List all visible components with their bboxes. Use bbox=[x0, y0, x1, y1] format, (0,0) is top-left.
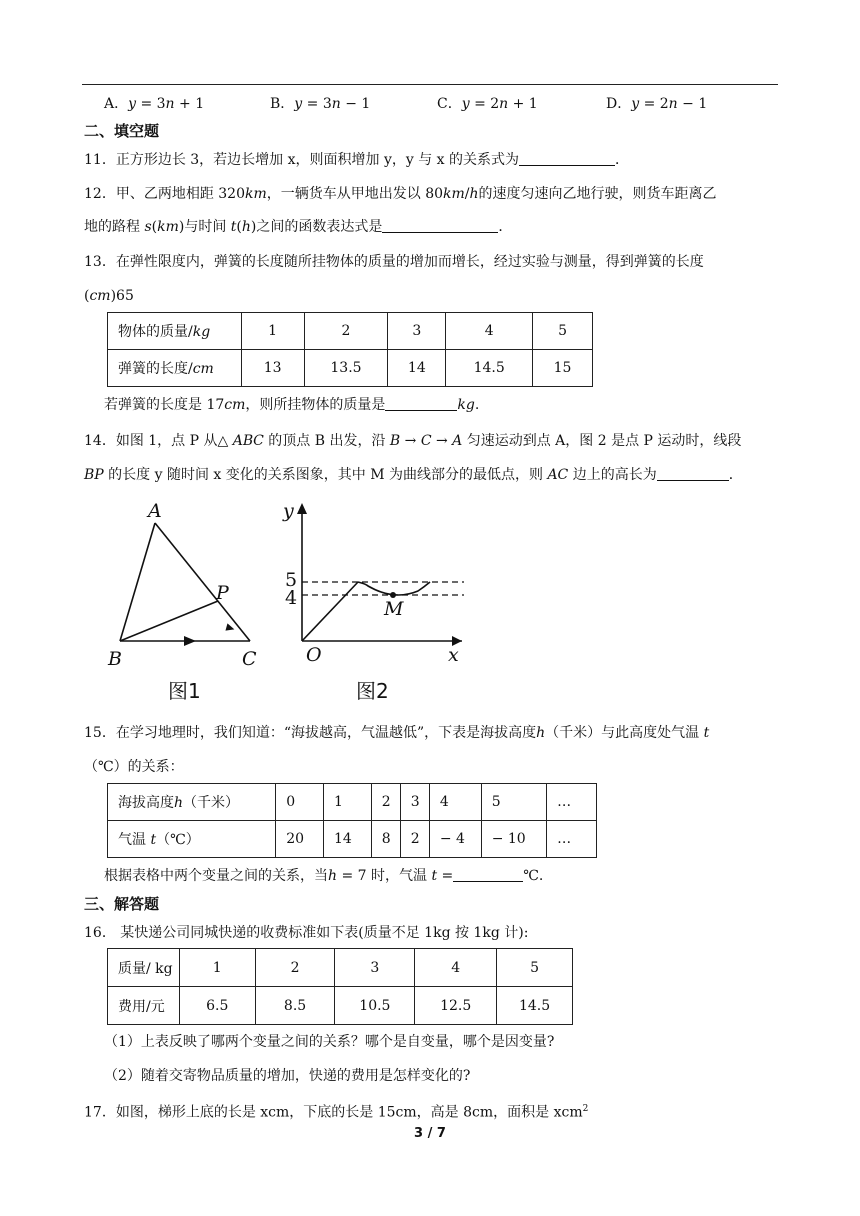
table-cell: 费用/元 bbox=[108, 987, 180, 1025]
table-row bbox=[108, 350, 593, 387]
q12-blank[interactable] bbox=[382, 218, 498, 233]
label-o: O bbox=[306, 644, 322, 666]
table-cell: 5 bbox=[481, 784, 546, 821]
table-cell: 物体的质量/𝑘𝑔 bbox=[108, 313, 242, 350]
table-cell: 气温 𝑡（℃） bbox=[108, 821, 276, 858]
option-d: D．𝑦 = 2𝑛 − 1 bbox=[606, 96, 708, 112]
q13-line2: (𝑐𝑚)65 bbox=[84, 288, 134, 304]
q16-table bbox=[107, 948, 573, 1025]
table-row bbox=[108, 987, 573, 1025]
table-cell: 14 bbox=[323, 821, 371, 858]
label-m: M bbox=[384, 598, 404, 620]
q13-after-text: 若弹簧的长度是 17𝑐𝑚，则所挂物体的质量是 bbox=[104, 397, 386, 413]
table-cell: … bbox=[547, 821, 597, 858]
table-cell: 弹簧的长度/𝑐𝑚 bbox=[108, 350, 242, 387]
table-cell: 20 bbox=[276, 821, 324, 858]
arrow-up-icon bbox=[224, 622, 234, 630]
section-fill-in: 二、填空题 bbox=[84, 122, 160, 140]
label-x: x bbox=[448, 644, 459, 666]
question-12-line2 bbox=[84, 217, 512, 237]
table-cell: 14 bbox=[388, 350, 446, 387]
q14-line2 bbox=[84, 465, 743, 485]
q13-after bbox=[104, 395, 479, 415]
table-cell: 6.5 bbox=[179, 987, 255, 1025]
q15-line2: （℃）的关系： bbox=[84, 759, 184, 775]
table-cell: 1 bbox=[241, 313, 304, 350]
table-cell: 15 bbox=[533, 350, 593, 387]
q14-blank[interactable] bbox=[657, 466, 729, 481]
table-row bbox=[108, 784, 597, 821]
figure-1-triangle bbox=[100, 495, 280, 710]
table-cell: 1 bbox=[179, 949, 255, 987]
arrow-right-icon bbox=[184, 636, 196, 646]
table-cell: 2 bbox=[400, 821, 429, 858]
q12-line1: 12．甲、乙两地相距 320𝑘𝑚，一辆货车从甲地出发以 80𝑘𝑚/ℎ的速度匀速向乙地行驶，则货车距离乙 bbox=[84, 186, 717, 202]
q11-end: ． bbox=[615, 152, 630, 168]
table-cell: 5 bbox=[533, 313, 593, 350]
side-ab bbox=[120, 523, 155, 641]
q17-superscript: 2 bbox=[582, 1104, 589, 1114]
label-p: P bbox=[216, 582, 229, 604]
q13-line1: 13．在弹性限度内，弹簧的长度随所挂物体的质量的增加而增长，经过实验与测量，得到弹簧的长度 bbox=[84, 254, 704, 270]
q11-text: 11．正方形边长 3，若边长增加 x，则面积增加 y，y 与 x 的关系式为 bbox=[84, 152, 520, 168]
table-cell: 0 bbox=[276, 784, 324, 821]
page-number: 3 / 7 bbox=[414, 1126, 446, 1141]
q13-table bbox=[107, 312, 593, 387]
option-b: B．𝑦 = 3𝑛 − 1 bbox=[270, 96, 371, 112]
table-cell: 2 bbox=[371, 784, 400, 821]
question-11 bbox=[84, 150, 629, 170]
table-cell: 13 bbox=[241, 350, 304, 387]
q17-text: 17．如图，梯形上底的长是 xcm，下底的长是 15cm，高是 8cm，面积是 xcm bbox=[84, 1104, 583, 1121]
q14-end: ． bbox=[728, 467, 743, 483]
q13-unit: 𝑘𝑔. bbox=[457, 397, 480, 413]
q15-table bbox=[107, 783, 597, 858]
table-cell: 质量/ kg bbox=[108, 949, 180, 987]
table-cell: 3 bbox=[388, 313, 446, 350]
table-row bbox=[108, 949, 573, 987]
label-c: C bbox=[242, 648, 257, 670]
table-row bbox=[108, 821, 597, 858]
label-4: 4 bbox=[285, 587, 298, 609]
figure-2-caption: 图2 bbox=[356, 679, 389, 703]
table-cell: 14.5 bbox=[446, 350, 533, 387]
q15-line1: 15．在学习地理时，我们知道：“海拔越高，气温越低”，下表是海拔高度ℎ（千米）与此高度处气温 𝑡 bbox=[84, 725, 710, 741]
label-b: B bbox=[108, 648, 122, 670]
table-cell: 5 bbox=[497, 949, 573, 987]
table-cell: 10.5 bbox=[335, 987, 415, 1025]
table-cell: 3 bbox=[335, 949, 415, 987]
table-cell: 海拔高度ℎ（千米） bbox=[108, 784, 276, 821]
table-cell: 3 bbox=[400, 784, 429, 821]
q16-sub2: （2）随着交寄物品质量的增加，快递的费用是怎样变化的? bbox=[104, 1068, 471, 1084]
option-c: C．𝑦 = 2𝑛 + 1 bbox=[437, 96, 538, 112]
table-cell: … bbox=[547, 784, 597, 821]
table-cell: − 10 bbox=[481, 821, 546, 858]
table-cell: 8.5 bbox=[255, 987, 335, 1025]
graph-rising-segment bbox=[302, 582, 358, 641]
label-5: 5 bbox=[285, 569, 298, 591]
label-a: A bbox=[148, 500, 162, 522]
table-cell: 8 bbox=[371, 821, 400, 858]
table-cell: 14.5 bbox=[497, 987, 573, 1025]
table-cell: 2 bbox=[304, 313, 388, 350]
table-cell: 2 bbox=[255, 949, 335, 987]
q16-text: 16． 某快递公司同城快递的收费标准如下表(质量不足 1kg 按 1kg 计): bbox=[84, 925, 529, 941]
q14-text: 𝐵𝑃 的长度 y 随时间 x 变化的关系图象，其中 M 为曲线部分的最低点，则 𝐴𝐶 边上的高长为 bbox=[84, 467, 657, 483]
side-ac bbox=[155, 523, 250, 641]
y-axis-arrow-icon bbox=[297, 503, 307, 514]
q16-sub1: （1）上表反映了哪两个变量之间的关系？哪个是自变量，哪个是因变量? bbox=[104, 1034, 555, 1050]
q11-blank[interactable] bbox=[519, 151, 615, 166]
figure-1-caption: 图1 bbox=[168, 679, 201, 703]
q15-after-text: 根据表格中两个变量之间的关系，当ℎ = 7 时，气温 𝑡 = bbox=[104, 868, 454, 884]
option-a: A．𝑦 = 3𝑛 + 1 bbox=[104, 96, 205, 112]
segment-bp bbox=[120, 601, 218, 641]
q13-blank[interactable] bbox=[385, 396, 457, 411]
q15-unit: ℃. bbox=[523, 868, 544, 884]
label-y: y bbox=[283, 500, 294, 522]
q14-line1: 14．如图 1，点 P 从△ 𝐴𝐵𝐶 的顶点 B 出发，沿 𝐵 → 𝐶 → 𝐴 匀速运动到点 A，图 2 是点 P 运动时，线段 bbox=[84, 433, 742, 449]
table-cell: 4 bbox=[429, 784, 481, 821]
table-cell: 4 bbox=[446, 313, 533, 350]
figure-2-graph bbox=[272, 495, 482, 710]
section-answer: 三、解答题 bbox=[84, 895, 160, 913]
table-row bbox=[108, 313, 593, 350]
q15-blank[interactable] bbox=[453, 867, 523, 882]
q12-text: 地的路程 𝑠(𝑘𝑚)与时间 𝑡(ℎ)之间的函数表达式是 bbox=[84, 219, 383, 235]
table-cell: 13.5 bbox=[304, 350, 388, 387]
table-cell: 4 bbox=[415, 949, 497, 987]
table-cell: 12.5 bbox=[415, 987, 497, 1025]
top-rule bbox=[82, 84, 778, 85]
question-17 bbox=[84, 1099, 588, 1123]
q15-after bbox=[104, 866, 543, 886]
table-cell: − 4 bbox=[429, 821, 481, 858]
q12-end: ． bbox=[498, 219, 513, 235]
table-cell: 1 bbox=[323, 784, 371, 821]
